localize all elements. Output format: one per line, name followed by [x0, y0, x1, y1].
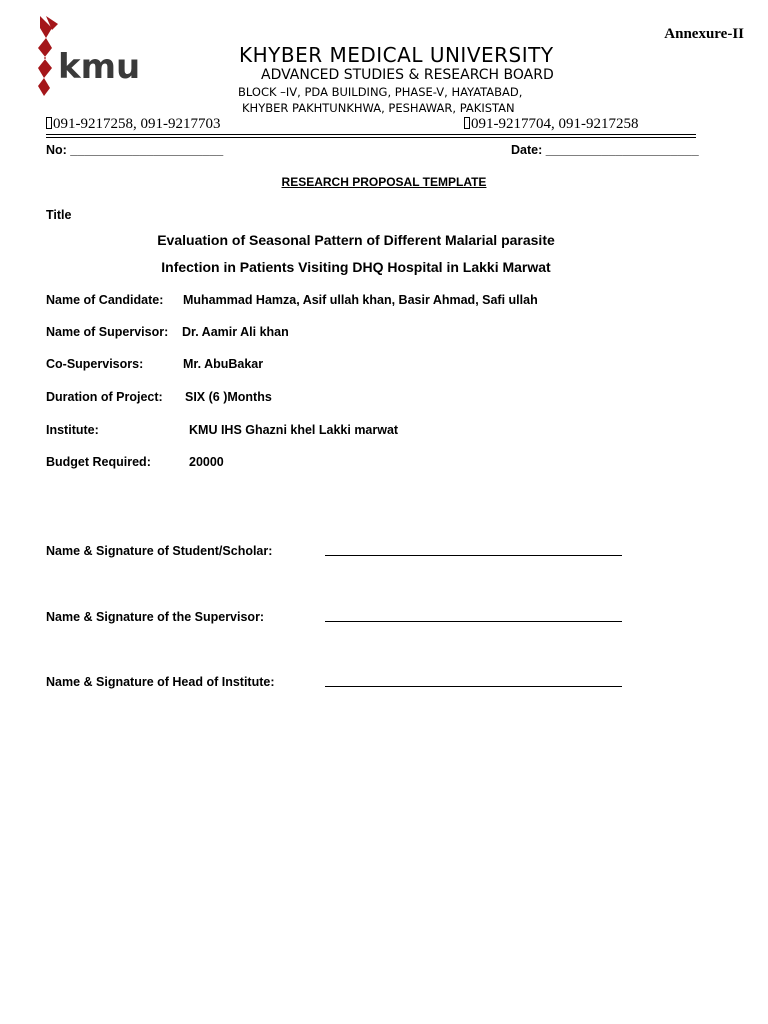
head-signature-line	[325, 686, 622, 687]
phone-right	[464, 116, 639, 133]
duration-label: Duration of Project:	[46, 390, 163, 404]
title-line-2: Infection in Patients Visiting DHQ Hospital in Lakki Marwat	[161, 259, 551, 275]
supervisor-signature-label: Name & Signature of the Supervisor:	[46, 610, 265, 624]
co-supervisors-value: Mr. AbuBakar	[183, 357, 264, 371]
kmu-logo	[36, 16, 141, 98]
university-name: KHYBER MEDICAL UNIVERSITY	[239, 43, 554, 67]
candidate-label: Name of Candidate:	[46, 293, 164, 307]
phone-icon	[46, 117, 52, 129]
board-name: ADVANCED STUDIES & RESEARCH BOARD	[261, 67, 554, 83]
phone-right-text: 091-9217704, 091-9217258	[471, 116, 639, 132]
budget-value: 20000	[189, 455, 224, 469]
date-field: Date: ______________________	[511, 143, 699, 157]
supervisor-signature-line	[325, 621, 622, 622]
head-signature-label: Name & Signature of Head of Institute:	[46, 675, 275, 689]
supervisor-label: Name of Supervisor:	[46, 325, 169, 339]
address-line-1: BLOCK –IV, PDA BUILDING, PHASE-V, HAYATABAD,	[238, 85, 523, 99]
phone-icon	[464, 117, 470, 129]
no-field: No: ______________________	[46, 143, 224, 157]
duration-value: SIX (6 )Months	[185, 390, 272, 404]
logo-text: kmu	[58, 47, 141, 87]
student-signature-label: Name & Signature of Student/Scholar:	[46, 544, 273, 558]
co-supervisors-label: Co-Supervisors:	[46, 357, 144, 371]
address-line-2: KHYBER PAKHTUNKHWA, PESHAWAR, PAKISTAN	[242, 101, 515, 115]
candidate-value: Muhammad Hamza, Asif ullah khan, Basir Ahmad, Safi ullah	[183, 293, 538, 307]
template-heading: RESEARCH PROPOSAL TEMPLATE	[281, 175, 487, 189]
title-line-1: Evaluation of Seasonal Pattern of Different Malarial parasite	[157, 232, 555, 248]
institute-label: Institute:	[46, 423, 99, 437]
annexure-label: Annexure-II	[664, 26, 744, 42]
phone-left-text: 091-9217258, 091-9217703	[53, 116, 221, 132]
phone-left	[46, 116, 221, 133]
institute-value: KMU IHS Ghazni khel Lakki marwat	[189, 423, 399, 437]
student-signature-line	[325, 555, 622, 556]
header-rule-1	[46, 134, 696, 135]
budget-label: Budget Required:	[46, 455, 151, 469]
title-label: Title	[46, 208, 72, 222]
supervisor-value: Dr. Aamir Ali khan	[182, 325, 289, 339]
header-rule-2	[46, 137, 696, 138]
